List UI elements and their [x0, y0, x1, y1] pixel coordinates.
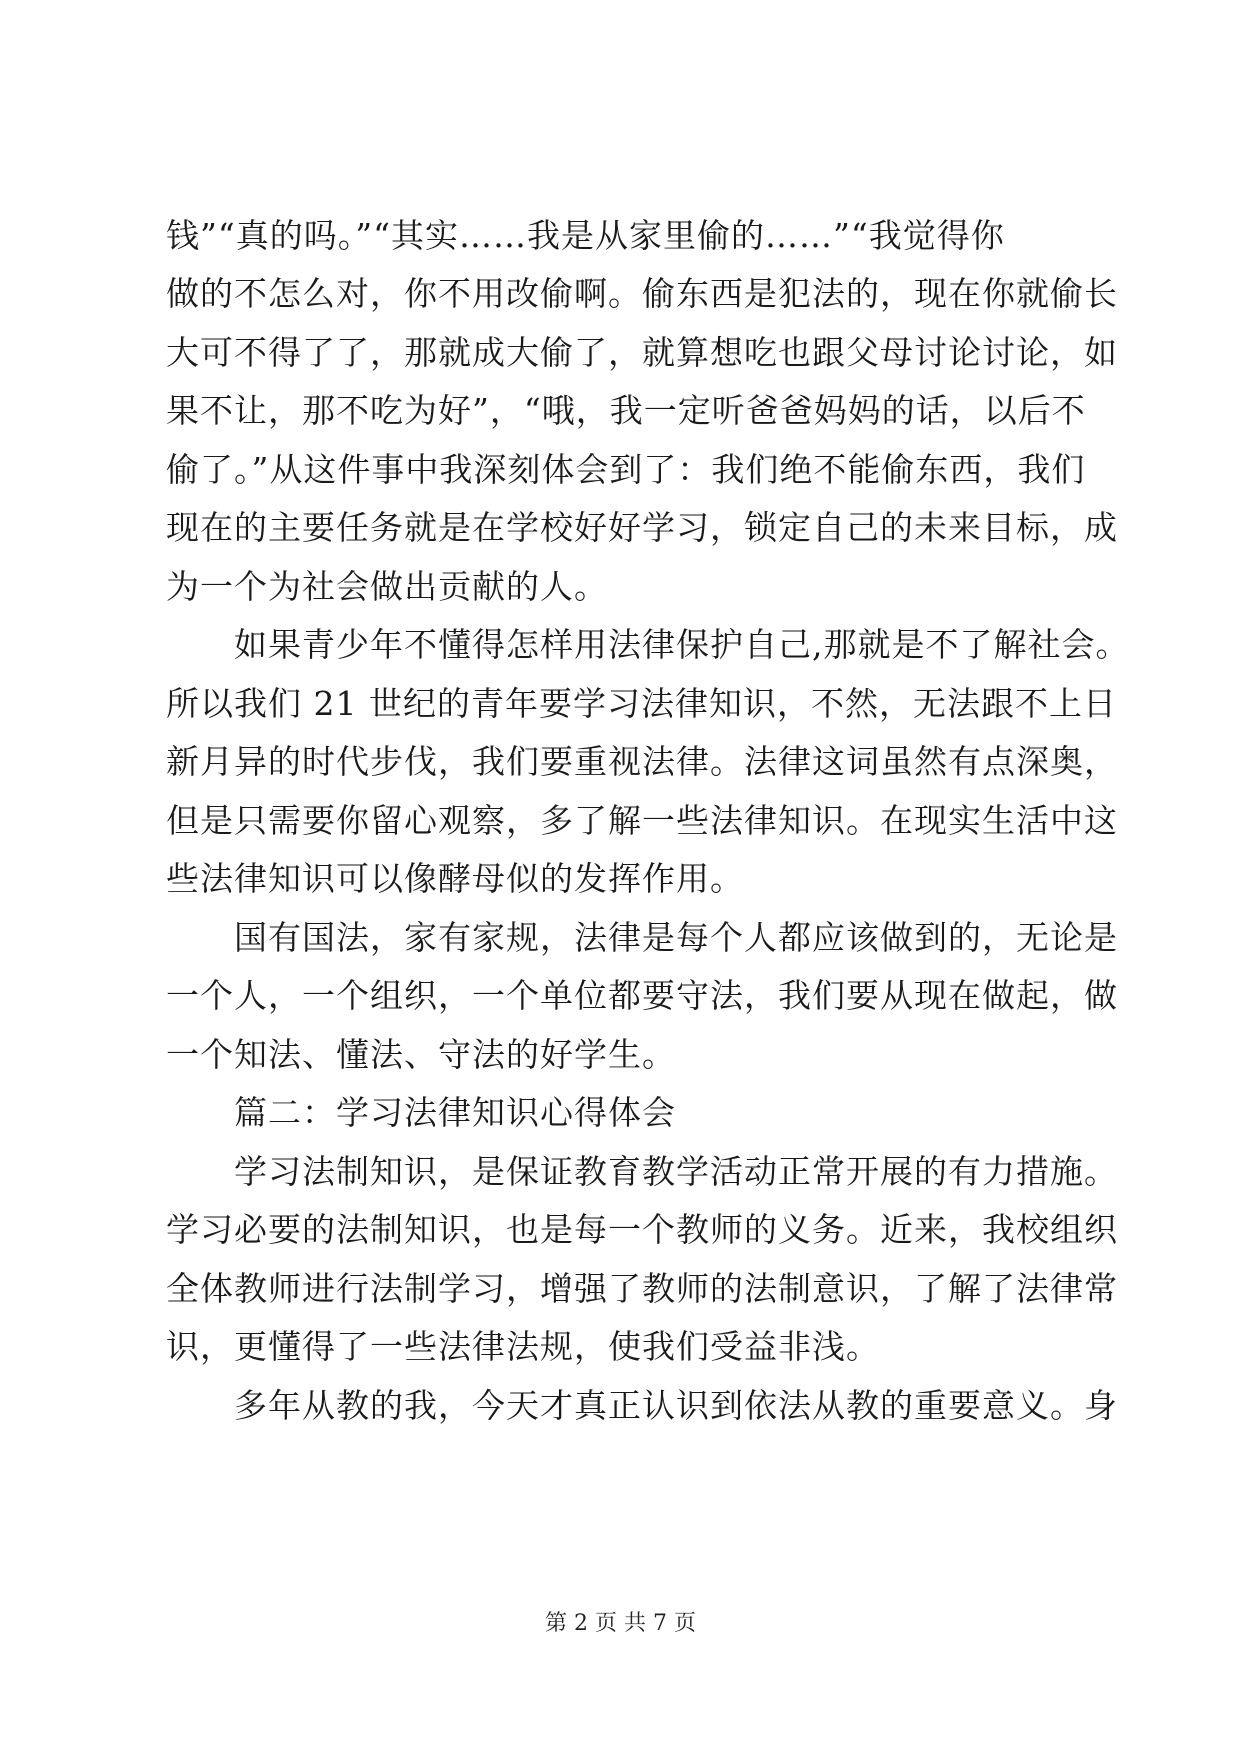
text-line: 做的不怎么对，你不用改偷啊。偷东西是犯法的，现在你就偷长	[166, 274, 1118, 313]
text-line: 所以我们 21 世纪的青年要学习法律知识，不然，无法跟不上日	[166, 684, 1117, 723]
text-line: 学习法制知识，是保证教育教学活动正常开展的有力措施。	[166, 1152, 1118, 1191]
text-line: 偷了。”从这件事中我深刻体会到了：我们绝不能偷东西，我们	[166, 450, 1086, 489]
section-heading: 篇二：学习法律知识心得体会	[166, 1093, 676, 1132]
text-line: 新月异的时代步伐，我们要重视法律。法律这词虽然有点深奥，	[166, 742, 1118, 781]
text-line: 钱”“真的吗。”“其实……我是从家里偷的……”“我觉得你	[166, 216, 1005, 255]
text-line: 一个知法、懂法、守法的好学生。	[166, 1035, 676, 1074]
text-line: 大可不得了了，那就成大偷了，就算想吃也跟父母讨论讨论，如	[166, 333, 1118, 372]
text-line: 学习必要的法制知识，也是每一个教师的义务。近来，我校组织	[166, 1210, 1118, 1249]
text-line: 识，更懂得了一些法律法规，使我们受益非浅。	[166, 1327, 880, 1366]
text-line: 全体教师进行法制学习，增强了教师的法制意识，了解了法律常	[166, 1269, 1118, 1308]
page-number-footer: 第 2 页 共 7 页	[545, 1611, 696, 1636]
text-line: 些法律知识可以像酵母似的发挥作用。	[166, 859, 744, 898]
text-line: 果不让，那不吃为好”，“哦，我一定听爸爸妈妈的话，以后不	[166, 391, 1086, 430]
text-line: 为一个为社会做出贡献的人。	[166, 567, 608, 606]
text-line: 但是只需要你留心观察，多了解一些法律知识。在现实生活中这	[166, 801, 1118, 840]
text-line: 如果青少年不懂得怎样用法律保护自己,那就是不了解社会。	[166, 625, 1130, 664]
text-line: 多年从教的我，今天才真正认识到依法从教的重要意义。身	[166, 1386, 1118, 1425]
text-line: 国有国法，家有家规，法律是每个人都应该做到的，无论是	[166, 918, 1118, 957]
text-line: 现在的主要任务就是在学校好好学习，锁定自己的未来目标，成	[166, 508, 1118, 547]
text-line: 一个人，一个组织，一个单位都要守法，我们要从现在做起，做	[166, 976, 1118, 1015]
